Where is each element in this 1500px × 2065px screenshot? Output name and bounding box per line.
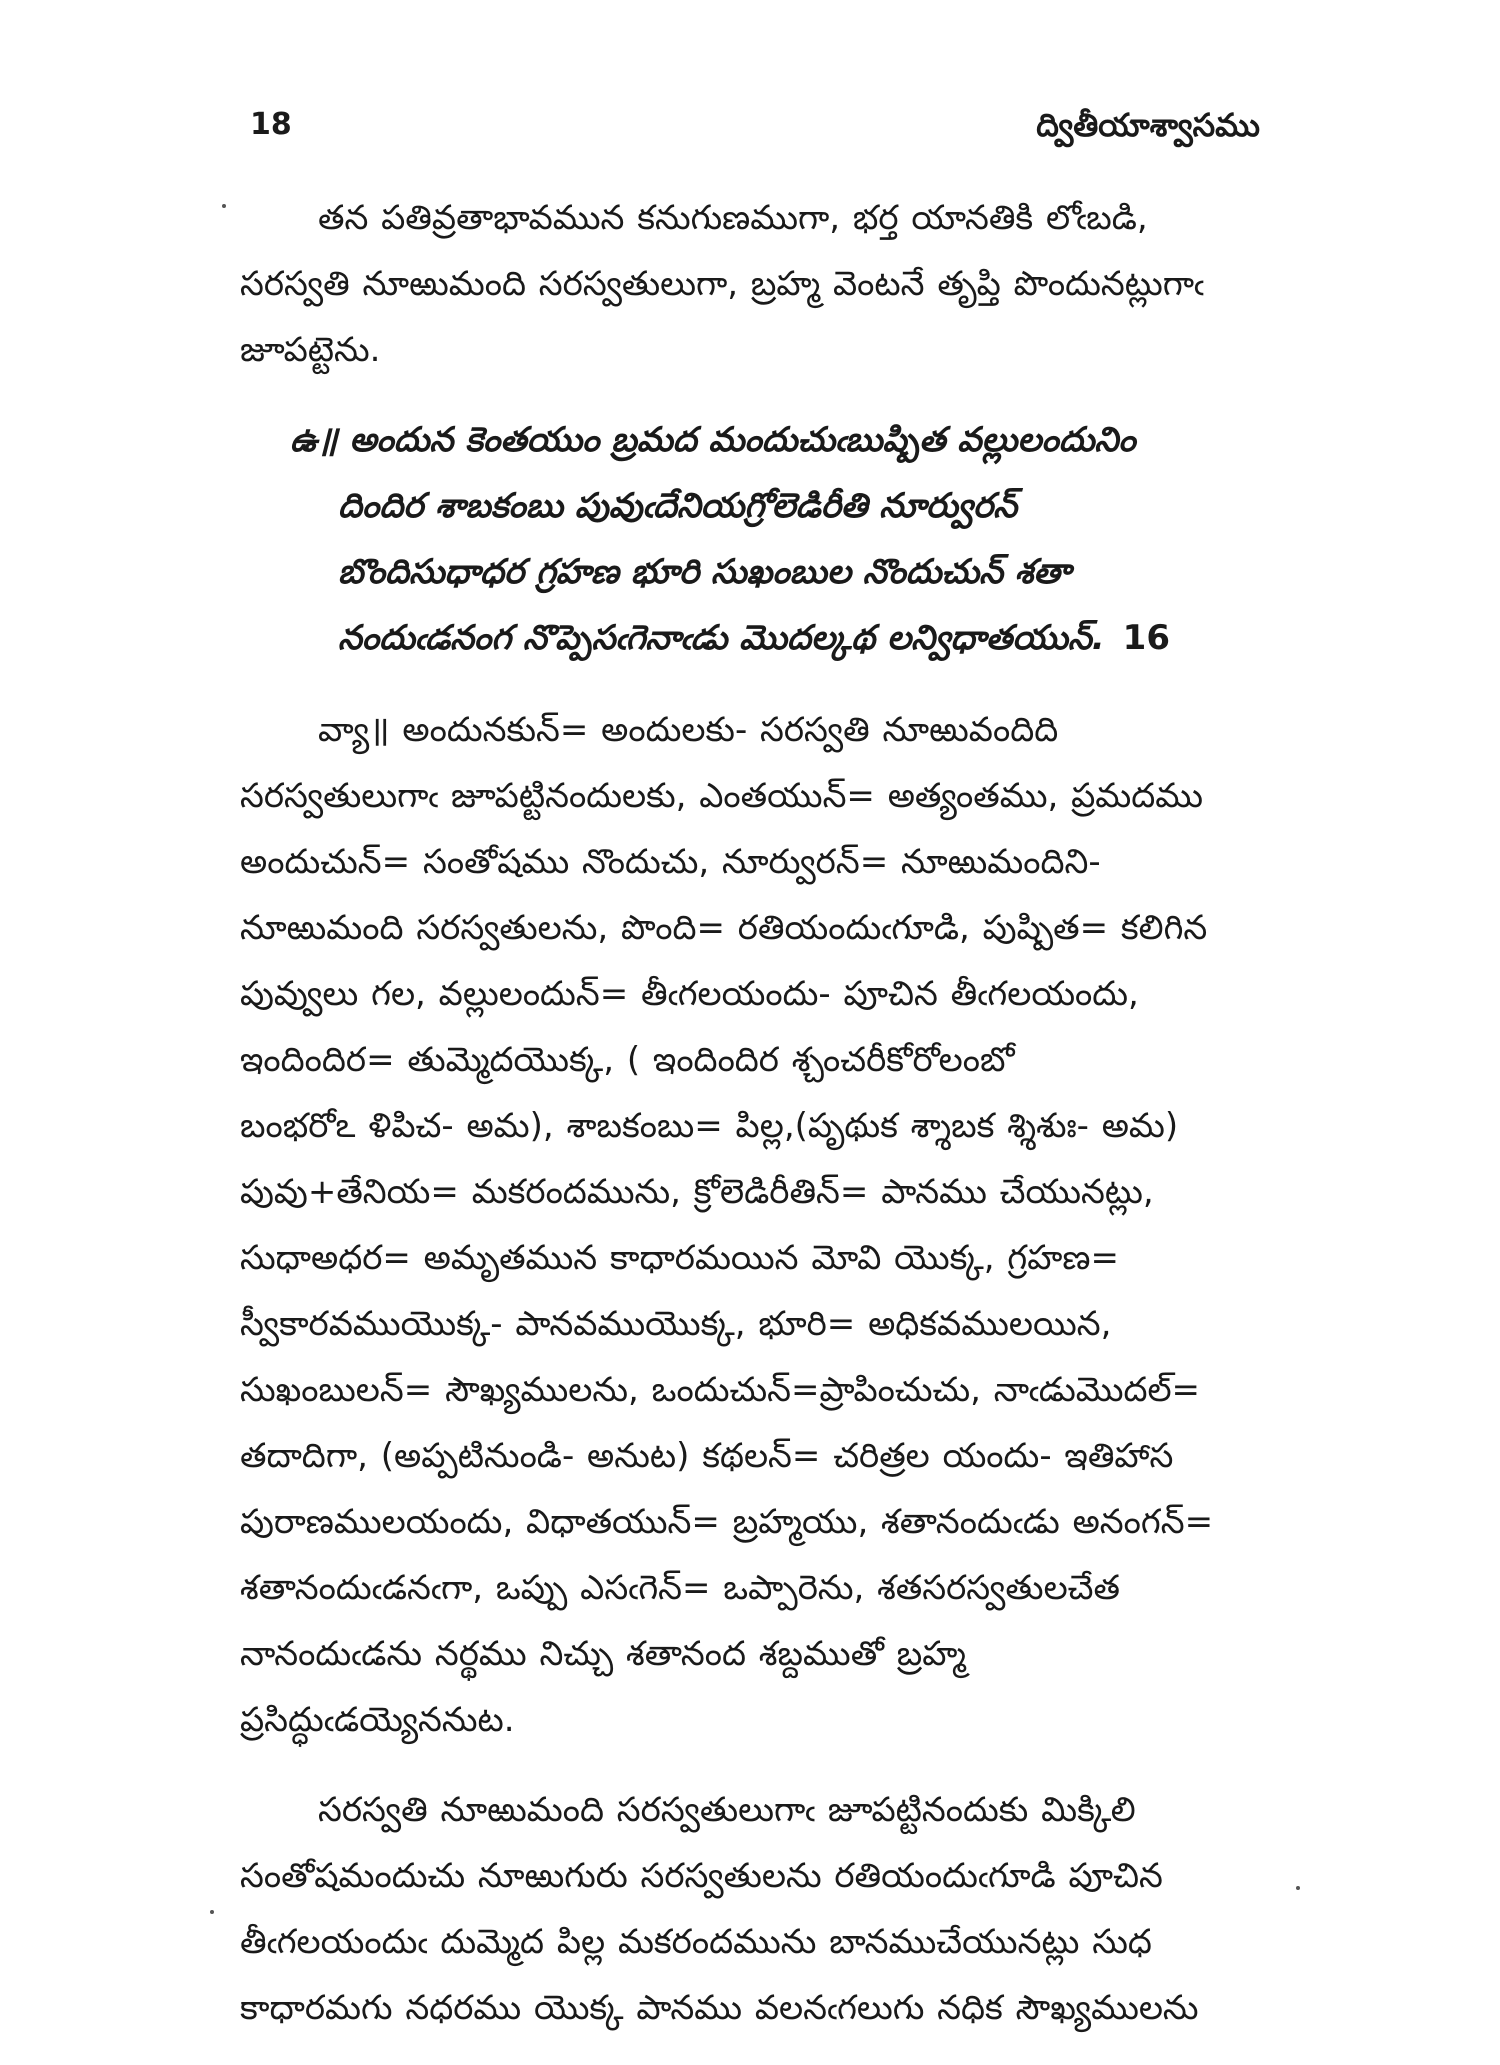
verse-number: 16	[1122, 618, 1170, 658]
verse-line	[240, 605, 1260, 671]
text-line: సరస్వతి నూఱుమంది సరస్వతులుగా, బ్రహ్మ వెంటనే తృప్తి పొందునట్లుగాఁ	[240, 264, 1204, 304]
text-line: సరస్వతి నూఱుమంది సరస్వతులుగాఁ జూపట్టినందుకు మిక్కిలి	[318, 1790, 1136, 1830]
verse-block	[240, 407, 1260, 671]
text-line: తీఁగలయందుఁ దుమ్మెద పిల్ల మకరందమును బానముచేయునట్లు సుధ	[240, 1922, 1152, 1962]
scan-speck	[210, 1910, 214, 1914]
verse-line-text: నందుఁడనంగ నొప్పెసఁగెనాఁడు మొదల్కథ లన్విధాతయున్.	[338, 618, 1105, 658]
running-title: ద్వితీయాశ్వాసము	[1036, 106, 1260, 144]
summary-paragraph	[240, 1777, 1260, 2041]
text-line: అందుచున్= సంతోషము నొందుచు, నూర్వురన్= నూఱుమందిని-	[240, 842, 1101, 882]
intro-paragraph	[240, 185, 1260, 383]
text-line: నానందుఁడను నర్థము నిచ్చు శతానంద శబ్దముతో బ్రహ్మ	[240, 1634, 966, 1674]
text-line: సరస్వతులుగాఁ జూపట్టినందులకు, ఎంతయున్= అత్యంతము, ప్రమదము	[240, 776, 1203, 816]
text-line: వ్యా॥ అందునకున్= అందులకు- సరస్వతి నూఱువందిది	[318, 710, 1059, 750]
text-line: పురాణములయందు, విధాతయున్= బ్రహ్మయు, శతానందుఁడు అనంగన్=	[240, 1502, 1214, 1542]
verse-line: దిందిర శాబకంబు పువుఁదేనియగ్రోలెడిరీతి నూర్వురన్	[338, 486, 1018, 526]
text-line: బంభరోఽ ళిపిచ- అమ), శాబకంబు= పిల్ల,(పృథుక శ్శాబక శ్శిశుః- అమ)	[240, 1106, 1179, 1146]
verse-line: బొందిసుధాధర గ్రహణ భూరి సుఖంబుల నొందుచున్ శతా	[338, 552, 1071, 592]
text-line: ప్రసిద్ధుఁడయ్యెననుట.	[240, 1700, 515, 1740]
text-line: సుఖంబులన్= సౌఖ్యములను, ఒందుచున్=ప్రాపించుచు, నాఁడుమొదల్=	[240, 1370, 1201, 1410]
text-line: సుధాఅధర= అమృతమున కాధారమయిన మోవి యొక్క, గ్రహణ=	[240, 1238, 1119, 1278]
page-number: 18	[250, 107, 292, 142]
text-line: సంతోషమందుచు నూఱుగురు సరస్వతులను రతియందుఁగూడి పూచిన	[240, 1856, 1163, 1896]
verse-line: ఉ॥ అందున కెంతయుం బ్రమద మందుచుఁబుష్పిత వల్లులందునిం	[290, 420, 1136, 460]
text-line: పువ్వులు గల, వల్లులందున్= తీఁగలయందు- పూచిన తీఁగలయందు,	[240, 974, 1139, 1014]
text-line: శతానందుఁడనఁగా, ఒప్పు ఎసఁగెన్= ఒప్పారెను, శతసరస్వతులచేత	[240, 1568, 1120, 1608]
text-line: తదాదిగా, (అప్పటినుండి- అనుట) కథలన్= చరిత్రల యందు- ఇతిహాస	[240, 1436, 1174, 1476]
page-header	[240, 102, 1260, 148]
text-line: తన పతివ్రతాభావమున కనుగుణముగా, భర్త యానతికి లోఁబడి,	[318, 198, 1148, 238]
text-line: స్వీకారవముయొక్క- పానవముయొక్క, భూరి= అధికవములయిన,	[240, 1304, 1112, 1344]
scan-speck	[222, 204, 226, 208]
gloss-paragraph	[240, 697, 1260, 1753]
text-line: నూఱుమంది సరస్వతులను, పొంది= రతియందుఁగూడి, పుష్పిత= కలిగిన	[240, 908, 1208, 948]
page-body	[240, 185, 1260, 2065]
text-line: కాధారమగు నధరము యొక్క పానము వలనఁగలుగు నధిక సౌఖ్యములను	[240, 1988, 1199, 2028]
text-line: జూపట్టెను.	[240, 330, 381, 370]
text-line: పువు+తేనియ= మకరందమును, క్రోలెడిరీతిన్= పానము చేయునట్లు,	[240, 1172, 1154, 1212]
text-line: ఇందిందిర= తుమ్మెదయొక్క, ( ఇందిందిర శ్చంచరీకోరోలంబో	[240, 1040, 1015, 1080]
scan-speck	[1296, 1886, 1300, 1890]
